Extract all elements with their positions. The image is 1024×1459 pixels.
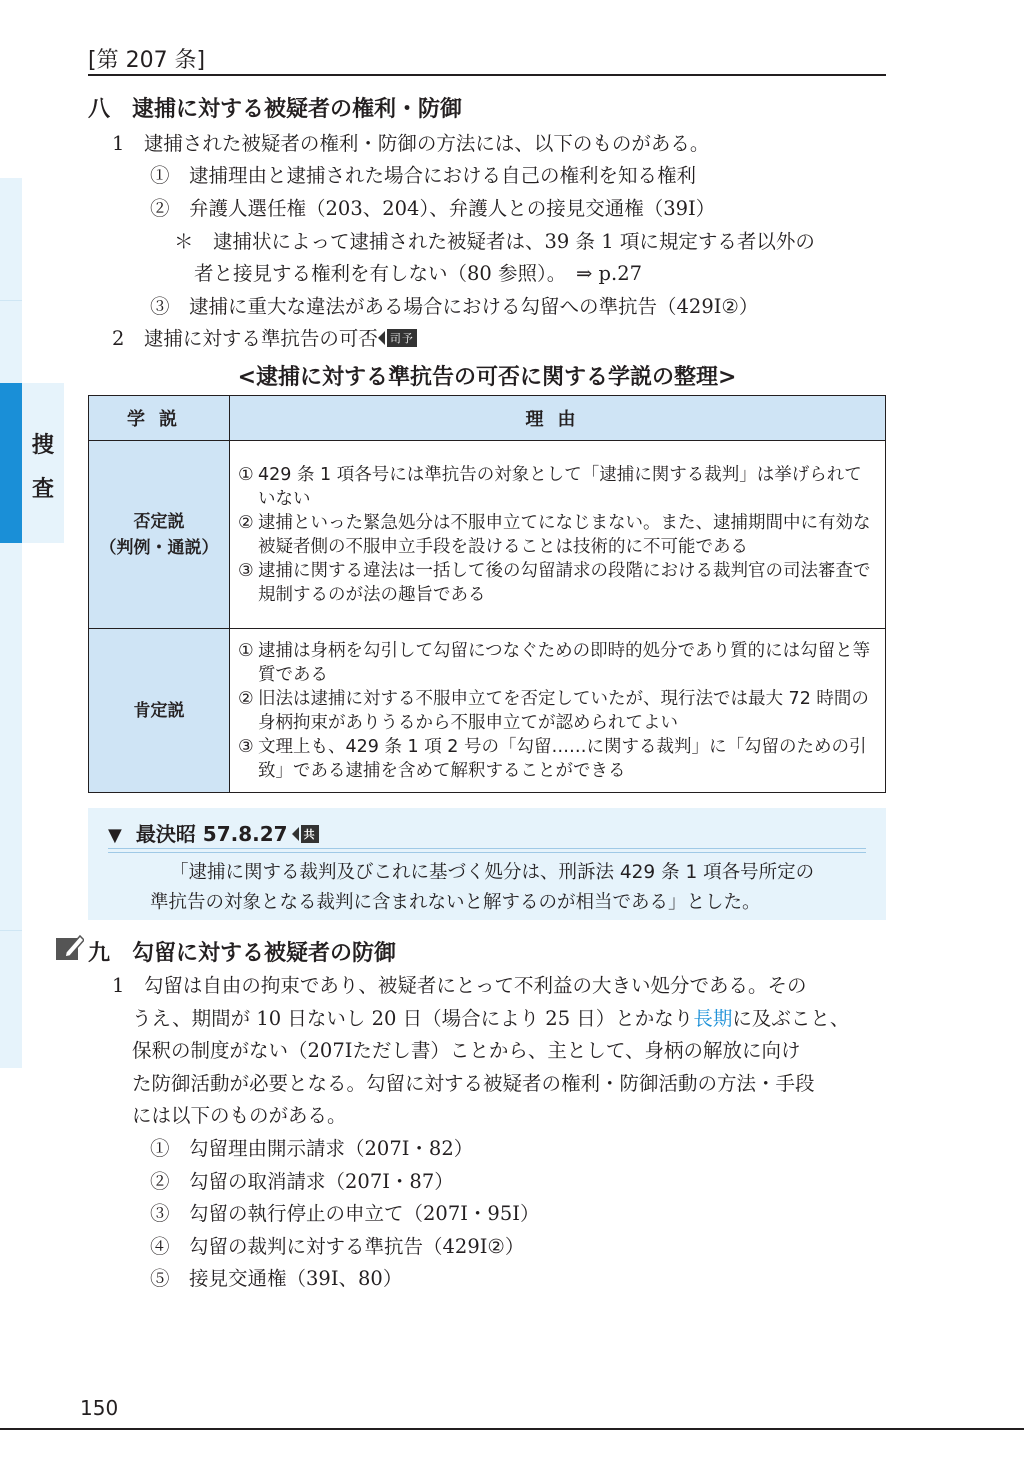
side-tab-char: 査 [31, 477, 54, 502]
school-note: （判例・通説） [99, 537, 219, 558]
triangle-marker-icon: ▼ [108, 825, 122, 846]
note-text: ＊ 逮捕状によって逮捕された被疑者は、39 条 1 項に規定する者以外の [174, 230, 815, 253]
school-cell [89, 441, 230, 629]
side-tab-divider [0, 300, 22, 301]
reason-item [238, 511, 877, 559]
reason-item [238, 639, 877, 687]
page-number: 150 [80, 1396, 119, 1420]
list-item: 1 逮捕された被疑者の権利・防御の方法には、以下のものがある。 [112, 132, 710, 155]
reason-item [238, 735, 877, 783]
reason-item [238, 463, 877, 511]
reason-number: ② [238, 688, 254, 709]
tag-arrow-icon [378, 331, 385, 345]
exam-tag: 共 [301, 825, 319, 843]
case-title: 最決昭 57.8.27 [135, 822, 288, 846]
list-item: ③ 逮捕に重大な違法がある場合における勾留への準抗告（429Ⅰ②） [150, 295, 759, 318]
paragraph-line: 保釈の制度がない（207Ⅰただし書）ことから、主として、身柄の解放に向け [132, 1039, 801, 1062]
paragraph-line: た防御活動が必要となる。勾留に対する被疑者の権利・防御活動の方法・手段 [132, 1072, 815, 1095]
paragraph-text: に及ぶこと、 [732, 1007, 850, 1030]
list-item: ① 逮捕理由と逮捕された場合における自己の権利を知る権利 [150, 164, 697, 187]
section-heading: 九 勾留に対する被疑者の防御 [88, 940, 397, 966]
case-text: 「逮捕に関する裁判及びこれに基づく処分は、刑訴法 429 条 1 項各号所定の [170, 862, 815, 883]
reason-number: ① [238, 464, 254, 485]
pencil-icon [56, 932, 84, 964]
list-item: ③ 勾留の執行停止の申立て（207Ⅰ・95Ⅰ） [150, 1202, 540, 1225]
article-reference: [第 207 条] [88, 48, 206, 73]
list-item: ② 勾留の取消請求（207Ⅰ・87） [150, 1170, 454, 1193]
tag-arrow-icon [292, 827, 299, 841]
section-heading: 八 逮捕に対する被疑者の権利・防御 [88, 96, 463, 122]
side-tab-label-box [22, 383, 64, 543]
school-name: 肯定説 [133, 700, 185, 721]
reason-text: 逮捕といった緊急処分は不服申立てになじまない。また、逮捕期間中に有効な被疑者側の不服申立手段を設けることは技術的に不可能である [258, 512, 871, 557]
reason-number: ③ [238, 560, 254, 581]
paragraph-text: うえ、期間が 10 日ないし 20 日（場合により 25 日）とかなり [132, 1007, 694, 1030]
reason-text: 文理上も、429 条 1 項 2 号の「勾留……に関する裁判」に「勾留のための引致」である逮捕を含めて解釈することができる [258, 736, 867, 781]
reason-text: 429 条 1 項各号には準抗告の対象として「逮捕に関する裁判」は挙げられていない [258, 464, 862, 509]
side-tab-divider [0, 930, 22, 931]
case-heading [108, 818, 319, 847]
side-tab-active [0, 383, 22, 543]
table-title: <逮捕に対する準抗告の可否に関する学説の整理> [237, 365, 737, 390]
list-item: ⑤ 接見交通権（39Ⅰ、80） [150, 1267, 403, 1290]
case-rule [108, 848, 866, 853]
table-header-school: 学説 [89, 396, 230, 441]
list-item-text: 2 逮捕に対する準抗告の可否 [112, 327, 378, 350]
reason-text: 逮捕は身柄を勾引して勾留につなぐための即時的処分であり質的には勾留と等質である [258, 640, 871, 685]
exam-tag: 司予 [387, 329, 417, 347]
paragraph-line: 1 勾留は自由の拘束であり、被疑者にとって不利益の大きい処分である。その [112, 974, 807, 997]
list-item: ④ 勾留の裁判に対する準抗告（429Ⅰ②） [150, 1235, 525, 1258]
paragraph-line: には以下のものがある。 [132, 1104, 347, 1127]
list-item [112, 323, 417, 351]
header-rule [88, 74, 886, 76]
bottom-rule [0, 1428, 1024, 1430]
reason-text: 逮捕に関する違法は一括して後の勾留請求の段階における裁判官の司法審査で規制するのが法の趣旨である [258, 560, 871, 605]
reason-number: ① [238, 640, 254, 661]
theory-table [88, 395, 886, 793]
list-item: ② 弁護人選任権（203、204）、弁護人との接見交通権（39Ⅰ） [150, 197, 716, 220]
side-tab-background [0, 178, 22, 1068]
side-tab-char: 捜 [31, 433, 54, 458]
reasons-cell [230, 441, 886, 629]
school-name: 否定説 [133, 511, 185, 532]
reason-number: ② [238, 512, 254, 533]
highlight-term: 長期 [693, 1007, 733, 1030]
note-text: 者と接見する権利を有しない（80 参照）。 ⇒ p.27 [194, 262, 643, 285]
reason-text: 旧法は逮捕に対する不服申立てを否定していたが、現行法では最大 72 時間の身柄拘束がありうるから不服申立てが認められてよい [258, 688, 869, 733]
school-cell [89, 629, 230, 793]
reason-number: ③ [238, 736, 254, 757]
paragraph-line [132, 1003, 849, 1031]
reason-item [238, 687, 877, 735]
reasons-cell [230, 629, 886, 793]
list-item: ① 勾留理由開示請求（207Ⅰ・82） [150, 1137, 474, 1160]
reason-item [238, 559, 877, 607]
table-header-reason: 理由 [230, 396, 886, 441]
case-text: 準抗告の対象となる裁判に含まれないと解するのが相当である」とした。 [150, 892, 761, 913]
